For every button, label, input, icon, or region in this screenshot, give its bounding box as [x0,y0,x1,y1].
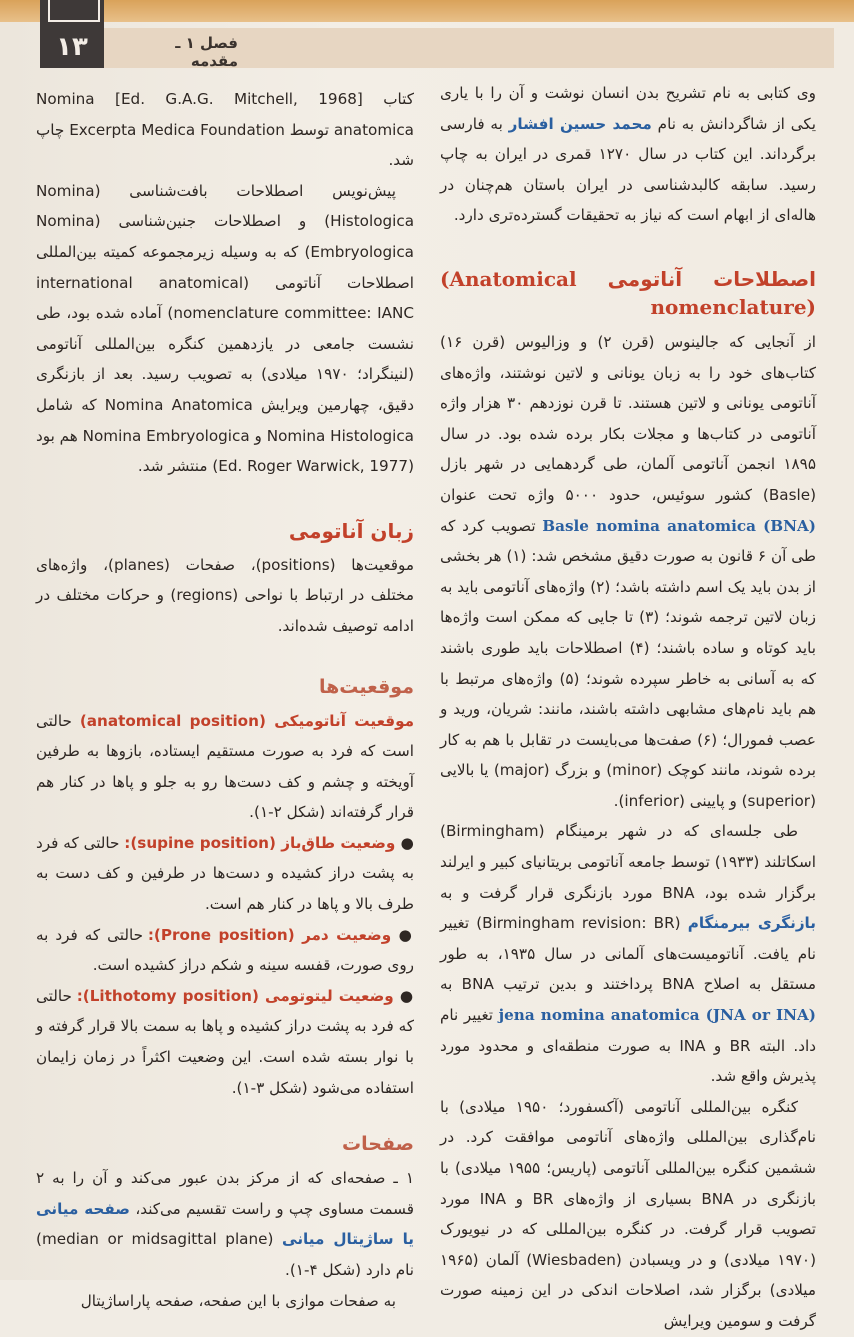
intro-paragraph [440,78,816,231]
bna-text-2: تصویب کرد که طی آن ۶ قانون به صورت دقیق مشخص شد: (۱) هر بخشی از بدن باید یک اسم داشته باشد؛ (۲) واژه‌های آناتومی باید به زبان لاتین ترجمه شوند؛ (۳) تا جایی که ممکن است واژه‌ها باید کوتاه و ساده باشند؛ (۴) اصطلاحات باید طوری باشند که به آسانی به خاطر سپرده شوند؛ (۵) واژه‌های مرتبط با هم باید نام‌های مشابهی داشته باشند، مانند: شریان، ورید و عصب فمورال؛ (۶) صفت‌ها می‌بایست در تقابل با هم به کار برده شوند، مانند کوچک (minor) و بزرگ (major) یا بالایی (superior) و پایینی (inferior). [440,516,817,810]
birmingham-text-3: تغییر نام داد. البته BR و INA به صورت منطقه‌ای و محدود مورد پذیرش واقع شد. [440,1006,816,1086]
prone-term: وضعیت دمر (Prone position): [147,925,392,944]
bullet-icon: ● [395,833,415,852]
author-name: محمد حسین افشار [508,114,652,133]
chapter-title: فصل ۱ ـ مقدمه [175,34,238,70]
anatomical-position-term: موقعیت آناتومیکی (anatomical position) [79,711,415,730]
supine-term: وضعیت طاق‌باز (supine position): [124,833,396,852]
planes-text-2: (median or midsagittal plane) نام دارد (شکل ۴-۱). [36,1230,414,1279]
left-column [36,84,414,1316]
bullet-icon: ● [391,925,414,944]
paragraph-language: موقعیت‌ها (positions)، صفحات (planes)، واژه‌های مختلف در ارتباط با نواحی (regions) و حرکات مختلف در ادامه توصیف شده‌اند. [36,555,414,635]
intro-text-2: به فارسی برگرداند. این کتاب در سال ۱۲۷۰ قمری در ایران به چاپ رسید. سابقه کالبدشناسی در ایران باستان هم‌چنان در هاله‌ای از ابهام است که نیاز به تحقیقات گسترده‌تری دارد. [440,114,816,225]
intro-text-1: وی کتابی به نام تشریح بدن انسان نوشت و آن را با یاری یکی از شاگردانش به نام [440,84,816,133]
heading-anatomy-language: زبان آناتومی [288,518,414,543]
paragraph-bna [440,327,816,817]
heading-en: (Anatomical nomenclature) [440,266,816,319]
paragraph-planes [36,1163,414,1285]
header-band [0,0,854,22]
right-column [440,78,816,1337]
paragraph-parasagittal: به صفحات موازی با این صفحه، صفحه پاراساژیتال [80,1291,396,1310]
jna-term: jena nomina anatomica (JNA or INA) [498,1006,816,1025]
page-number: ۱۳ [40,26,104,68]
paragraph-histologica: پیش‌نویس اصطلاحات بافت‌شناسی (Nomina Histologica) و اصطلاحات جنین‌شناسی (Nomina Embryologica) که به وسیله زیرمجموعه کمیته بین‌المللی اصطلاحات آناتومی (international anatomical nomenclature committee: IANC) آماده شده بود، طی نشست جامعی در یازدهمین کنگره بین‌المللی آناتومی (لنینگراد؛ ۱۹۷۰ میلادی) به تصویب رسید. بعد از بازنگری دقیق، چهارمین ویرایش Nomina Anatomica که شامل Nomina Histologica و Nomina Embryologica هم بود (Ed. Roger Warwick, 1977) منتشر شد. [36,181,414,476]
heading-fa: اصطلاحات آناتومی [576,266,816,291]
corner-decoration [40,0,104,26]
birmingham-text-2: (Birmingham revision: BR) تغییر نام یافت. آناتومیست‌های آلمانی در سال ۱۹۳۵، به طور مستقل به اصلاح BNA پرداختند و بدین ترتیب BNA به [440,914,816,994]
bullet-icon: ● [393,986,414,1005]
heading-planes: صفحات [342,1133,414,1156]
paragraph-supine [36,828,414,920]
birmingham-text-1: طی جلسه‌ای که در شهر برمینگام (Birmingham) اسکاتلند (۱۹۳۳) توسط جامعه آناتومی بریتانیای کبیر و ایرلند برگزار شده بود، BNA مورد بازنگری قرار گرفت و به [440,822,817,902]
heading-positions: موقعیت‌ها [318,675,414,698]
birmingham-term: بازنگری بیرمنگام [687,914,816,933]
median-plane-term: صفحه میانی یا ساژیتال میانی [36,1199,414,1249]
paragraph-prone [36,920,414,981]
lithotomy-term: وضعیت لیتوتومی (Lithotomy position): [76,986,394,1005]
planes-text-1: ۱ ـ صفحه‌ای که از مرکز بدن عبور می‌کند و آن را به ۲ قسمت مساوی چپ و راست تقسیم می‌کند، [36,1169,414,1218]
paragraph-mitchell: کتاب [Ed. G.A.G. Mitchell, 1968] Nomina anatomica توسط Excerpta Medica Foundation چاپ شد. [36,90,414,170]
lithotomy-text: حالتی که فرد به پشت دراز کشیده و پاها به سمت بالا قرار گرفته و با نوار بسته شده است. این وضعیت اکثراً در زمان زایمان استفاده می‌شود (شکل ۳-۱). [36,986,414,1097]
anatomical-position-text: حالتی است که فرد به صورت مستقیم ایستاده، بازوها به طرفین آویخته و چشم و کف دست‌ها رو به جلو و پاها در کنار هم قرار گرفته‌اند (شکل ۲-۱). [36,711,414,822]
paragraph-birmingham [440,816,816,1091]
supine-text: حالتی که فرد به پشت دراز کشیده و دست‌ها در طرفین و کف دست به طرف بالا و پاها در کنار هم است. [36,833,414,914]
paragraph-anatomical-position [36,706,414,828]
paragraph-lithotomy [36,981,414,1103]
paragraph-congress: کنگره بین‌المللی آناتومی (آکسفورد؛ ۱۹۵۰ میلادی) با نام‌گذاری بین‌المللی واژه‌های آناتومی موافقت کرد. در ششمین کنگره بین‌المللی آناتومی (پاریس؛ ۱۹۵۵ میلادی) با بازنگری در BNA بسیاری از واژه‌های BR و INA مورد تصویب قرار گرفت. در کنگره بین‌المللی که در نیویورک (۱۹۷۰ میلادی) و در ویسبادن (Wiesbaden) آلمان (۱۹۶۵ میلادی) برگزار شد، اصلاحات اندکی در این زمینه صورت گرفت و سومین ویرایش [440,1097,816,1330]
bna-text-1: از آنجایی که جالینوس (قرن ۲) و وزالیوس (قرن ۱۶) کتاب‌های خود را به زبان یونانی و لاتین نوشتند، واژه‌های آناتومی یونانی و لاتین هستند. تا قرن نوزدهم ۳۰ هزار واژه آناتومی در کتاب‌ها و مجلات بکار برده شده بود. در سال ۱۸۹۵ انجمن آناتومی آلمان، طی گردهمایی در شهر بازل (Basle) کشور سوئیس، حدود ۵۰۰۰ واژه تحت عنوان [440,332,816,504]
prone-text: حالتی که فرد به روی صورت، قفسه سینه و شکم دراز کشیده است. [36,925,414,975]
bna-term: Basle nomina anatomica (BNA) [542,516,816,535]
section-heading-nomenclature [440,265,816,321]
